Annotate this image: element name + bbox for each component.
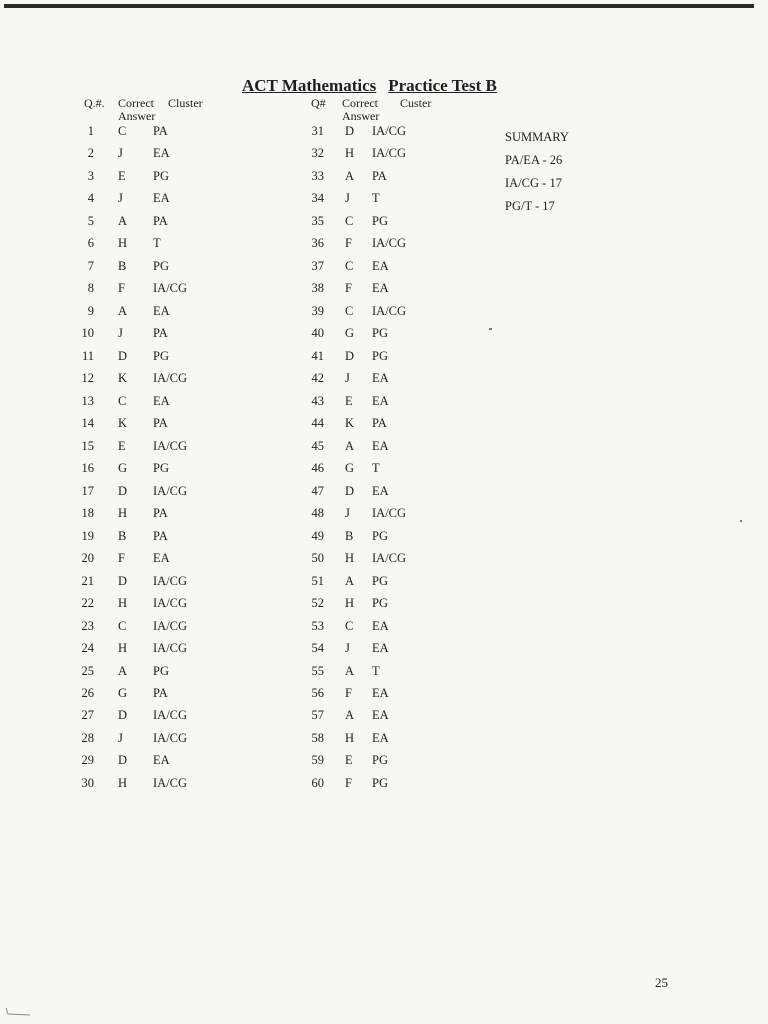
cluster-code: EA — [153, 303, 170, 318]
question-number: 51 — [311, 573, 324, 588]
correct-answer: K — [118, 416, 128, 431]
cluster-code: EA — [372, 686, 389, 700]
question-number: 11 — [81, 348, 94, 363]
scan-speck — [489, 328, 492, 330]
question-number: 21 — [81, 573, 94, 588]
correct-answer: D — [118, 573, 128, 588]
right-header-cluster: Custer — [400, 96, 432, 110]
question-number: 33 — [311, 168, 324, 183]
question-number: 2 — [87, 146, 94, 161]
cluster-code: EA — [372, 258, 389, 273]
cluster-code: PA — [153, 416, 168, 431]
correct-answer: C — [345, 303, 354, 318]
cluster-code: IA/CG — [372, 303, 407, 318]
correct-answer: B — [345, 528, 354, 543]
correct-answer: G — [345, 461, 355, 476]
correct-answer: E — [118, 168, 126, 183]
scan-speck — [740, 520, 742, 522]
left-header-cluster: Cluster — [168, 96, 203, 110]
title-subject: ACT Mathematics — [242, 76, 377, 95]
cluster-code: EA — [372, 618, 389, 633]
left-header-q: Q.#. — [84, 96, 105, 110]
cluster-code: IA/CG — [153, 641, 188, 656]
question-number: 24 — [81, 641, 94, 656]
cluster-code: PA — [153, 213, 168, 228]
correct-answer: D — [345, 124, 355, 138]
question-number: 14 — [81, 416, 94, 431]
page-number: 25 — [655, 975, 668, 990]
question-number: 54 — [311, 641, 324, 656]
cluster-code: IA/CG — [153, 730, 188, 745]
top-rule — [4, 4, 754, 8]
cluster-code: IA/CG — [372, 506, 407, 521]
correct-answer: F — [345, 236, 352, 251]
question-number: 58 — [311, 730, 324, 745]
correct-answer: A — [345, 708, 355, 723]
question-number: 4 — [87, 191, 94, 206]
correct-answer: J — [118, 146, 123, 161]
cluster-code: PG — [372, 326, 388, 341]
cluster-code: T — [372, 663, 380, 678]
question-number: 5 — [87, 213, 94, 228]
question-number: 49 — [311, 528, 324, 543]
right-header-correct: Correct — [342, 96, 378, 110]
cluster-code: PG — [372, 596, 388, 611]
right-header-q: Q# — [311, 96, 326, 110]
correct-answer: J — [118, 326, 123, 341]
question-number: 20 — [81, 551, 94, 566]
question-number: 57 — [311, 708, 324, 723]
question-number: 7 — [87, 258, 94, 273]
page-title — [242, 76, 497, 96]
question-number: 43 — [311, 393, 324, 408]
question-number: 13 — [81, 393, 94, 408]
question-number: 30 — [81, 775, 94, 790]
cluster-code: IA/CG — [153, 596, 188, 611]
cluster-code: IA/CG — [372, 236, 407, 251]
cluster-code: PG — [153, 258, 169, 273]
cluster-code: EA — [153, 191, 170, 206]
cluster-code: IA/CG — [153, 708, 188, 723]
left-header-answer: Answer — [118, 109, 156, 123]
question-number: 9 — [87, 303, 94, 318]
correct-answer: C — [118, 618, 127, 633]
correct-answer: H — [118, 506, 128, 521]
question-number: 18 — [81, 506, 94, 521]
summary-item: IA/CG - 17 — [505, 176, 562, 190]
correct-answer: H — [118, 775, 128, 790]
cluster-code: IA/CG — [153, 281, 188, 296]
question-number: 38 — [311, 281, 324, 296]
correct-answer: D — [118, 483, 128, 498]
question-number: 22 — [81, 596, 94, 611]
summary-block — [505, 126, 569, 218]
right-header-answer: Answer — [342, 109, 380, 123]
question-number: 8 — [87, 281, 94, 296]
question-number: 29 — [81, 753, 94, 768]
correct-answer: G — [118, 686, 128, 700]
question-number: 40 — [311, 326, 324, 341]
cluster-code: EA — [372, 371, 389, 386]
cluster-code: PA — [153, 686, 168, 700]
question-number: 23 — [81, 618, 94, 633]
cluster-code: EA — [372, 730, 389, 745]
question-number: 60 — [311, 775, 324, 790]
correct-answer: A — [345, 438, 355, 453]
title-test: Practice Test B — [388, 76, 497, 95]
correct-answer: F — [345, 281, 352, 296]
correct-answer: H — [345, 730, 355, 745]
question-number: 32 — [311, 146, 324, 161]
cluster-code: PG — [153, 461, 169, 476]
question-number: 52 — [311, 596, 324, 611]
correct-answer: D — [118, 708, 128, 723]
cluster-code: EA — [372, 438, 389, 453]
cluster-code: PG — [372, 753, 388, 768]
question-number: 35 — [311, 213, 324, 228]
cluster-code: IA/CG — [153, 483, 188, 498]
cluster-code: EA — [372, 641, 389, 656]
correct-answer: B — [118, 258, 127, 273]
correct-answer: G — [345, 326, 355, 341]
correct-answer: J — [345, 506, 350, 521]
correct-answer: A — [345, 168, 355, 183]
question-number: 45 — [311, 438, 324, 453]
correct-answer: F — [118, 551, 125, 566]
correct-answer: F — [118, 281, 125, 296]
cluster-code: EA — [153, 753, 170, 768]
question-number: 19 — [81, 528, 94, 543]
correct-answer: E — [345, 393, 353, 408]
question-number: 10 — [81, 326, 94, 341]
cluster-code: PG — [372, 348, 388, 363]
correct-answer: J — [118, 191, 123, 206]
cluster-code: EA — [372, 708, 389, 723]
left-header-correct: Correct — [118, 96, 154, 110]
correct-answer: J — [345, 371, 350, 386]
correct-answer: H — [345, 596, 355, 611]
question-number: 46 — [311, 461, 324, 476]
correct-answer: H — [118, 236, 128, 251]
cluster-code: EA — [153, 551, 170, 566]
scan-smudge-icon — [4, 1006, 32, 1016]
question-number: 3 — [87, 168, 94, 183]
cluster-code: T — [372, 191, 380, 206]
question-number: 1 — [87, 124, 94, 138]
correct-answer: C — [118, 124, 127, 138]
correct-answer: H — [118, 641, 128, 656]
correct-answer: G — [118, 461, 128, 476]
question-number: 16 — [81, 461, 94, 476]
question-number: 28 — [81, 730, 94, 745]
cluster-code: EA — [372, 483, 389, 498]
question-number: 34 — [311, 191, 324, 206]
cluster-code: EA — [372, 393, 389, 408]
correct-answer: F — [345, 775, 352, 790]
question-number: 55 — [311, 663, 324, 678]
cluster-code: T — [153, 236, 161, 251]
cluster-code: PA — [372, 168, 387, 183]
cluster-code: EA — [153, 146, 170, 161]
correct-answer: H — [118, 596, 128, 611]
question-number: 25 — [81, 663, 94, 678]
correct-answer: K — [118, 371, 128, 386]
question-number: 56 — [311, 686, 324, 700]
correct-answer: J — [118, 730, 123, 745]
cluster-code: PG — [153, 168, 169, 183]
correct-answer: D — [118, 753, 128, 768]
question-number: 47 — [311, 483, 324, 498]
question-number: 50 — [311, 551, 324, 566]
correct-answer: F — [345, 686, 352, 700]
cluster-code: PA — [153, 506, 168, 521]
correct-answer: A — [118, 213, 128, 228]
question-number: 36 — [311, 236, 324, 251]
question-number: 44 — [311, 416, 324, 431]
cluster-code: PA — [372, 416, 387, 431]
summary-heading: SUMMARY — [505, 130, 569, 144]
question-number: 31 — [311, 124, 324, 138]
correct-answer: K — [345, 416, 355, 431]
cluster-code: PA — [153, 326, 168, 341]
question-number: 26 — [81, 686, 94, 700]
cluster-code: PG — [372, 213, 388, 228]
correct-answer: D — [118, 348, 128, 363]
correct-answer: A — [345, 573, 355, 588]
cluster-code: PA — [153, 528, 168, 543]
correct-answer: D — [345, 483, 355, 498]
correct-answer: E — [118, 438, 126, 453]
correct-answer: A — [118, 303, 128, 318]
summary-item: PA/EA - 26 — [505, 153, 563, 167]
cluster-code: PA — [153, 124, 168, 138]
cluster-code: IA/CG — [372, 146, 407, 161]
cluster-code: IA/CG — [153, 371, 188, 386]
cluster-code: IA/CG — [153, 618, 188, 633]
question-number: 41 — [311, 348, 324, 363]
correct-answer: C — [118, 393, 127, 408]
cluster-code: IA/CG — [372, 124, 407, 138]
question-number: 27 — [81, 708, 94, 723]
cluster-code: PG — [372, 528, 388, 543]
correct-answer: C — [345, 618, 354, 633]
cluster-code: IA/CG — [372, 551, 407, 566]
cluster-code: EA — [153, 393, 170, 408]
correct-answer: H — [345, 551, 355, 566]
summary-item: PG/T - 17 — [505, 199, 555, 213]
cluster-code: IA/CG — [153, 438, 188, 453]
cluster-code: PG — [153, 663, 169, 678]
cluster-code: IA/CG — [153, 775, 188, 790]
cluster-code: PG — [372, 775, 388, 790]
question-number: 12 — [81, 371, 94, 386]
cluster-code: IA/CG — [153, 573, 188, 588]
question-number: 39 — [311, 303, 324, 318]
correct-answer: E — [345, 753, 353, 768]
question-number: 48 — [311, 506, 324, 521]
question-number: 17 — [81, 483, 94, 498]
cluster-code: EA — [372, 281, 389, 296]
correct-answer: H — [345, 146, 355, 161]
question-number: 6 — [87, 236, 94, 251]
correct-answer: C — [345, 258, 354, 273]
correct-answer: J — [345, 191, 350, 206]
cluster-code: PG — [372, 573, 388, 588]
cluster-code: T — [372, 461, 380, 476]
question-number: 59 — [311, 753, 324, 768]
cluster-code: PG — [153, 348, 169, 363]
correct-answer: B — [118, 528, 127, 543]
correct-answer: A — [118, 663, 128, 678]
correct-answer: C — [345, 213, 354, 228]
correct-answer: A — [345, 663, 355, 678]
question-number: 42 — [311, 371, 324, 386]
question-number: 37 — [311, 258, 324, 273]
correct-answer: D — [345, 348, 355, 363]
question-number: 53 — [311, 618, 324, 633]
question-number: 15 — [81, 438, 94, 453]
correct-answer: J — [345, 641, 350, 656]
